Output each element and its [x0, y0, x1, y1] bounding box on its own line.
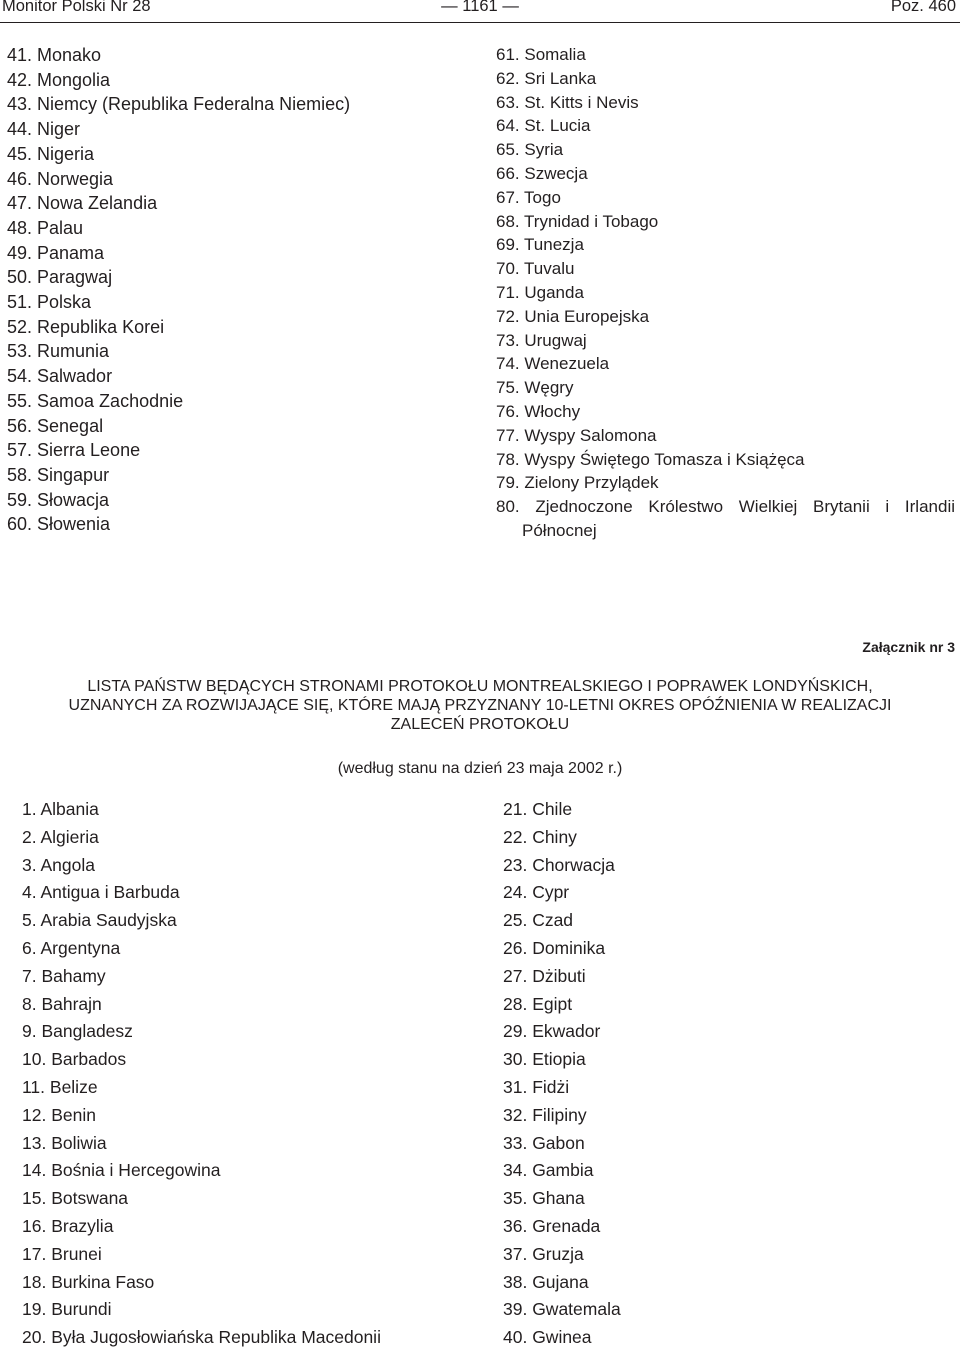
list-item: 42. Mongolia: [7, 69, 111, 90]
list-item: 30. Etiopia: [503, 1049, 586, 1070]
list-item: 53. Rumunia: [7, 341, 110, 362]
list-item: 52. Republika Korei: [7, 316, 165, 337]
list-item: 4. Antigua i Barbuda: [22, 882, 180, 903]
list-item: 79. Zielony Przylądek: [496, 473, 659, 493]
list-item: 6. Argentyna: [22, 937, 121, 958]
list-item: 78. Wyspy Świętego Tomasza i Książęca: [496, 449, 805, 469]
list-item: 36. Grenada: [503, 1215, 601, 1236]
list-item: 24. Cypr: [503, 882, 570, 903]
list-item: 76. Włochy: [496, 401, 581, 421]
list-item: 75. Węgry: [496, 378, 574, 398]
list-item: 11. Belize: [22, 1076, 98, 1097]
title-line: ZALECEŃ PROTOKOŁU: [390, 716, 570, 733]
list-item: 15. Botswana: [22, 1188, 129, 1209]
list-item: 31. Fidżi: [503, 1076, 570, 1097]
list-item: 2. Algieria: [22, 826, 99, 847]
list-item: 40. Gwinea: [503, 1327, 592, 1348]
list-item: 48. Palau: [7, 217, 84, 238]
list-item: 18. Burkina Faso: [22, 1271, 155, 1292]
list-item: 65. Syria: [496, 140, 564, 160]
list-item: 10. Barbados: [22, 1049, 127, 1070]
list-item: 64. St. Lucia: [496, 116, 591, 136]
list-item: 77. Wyspy Salomona: [496, 425, 657, 445]
list-item: 25. Czad: [503, 910, 574, 931]
list-item: 20. Była Jugosłowiańska Republika Macedonii: [22, 1327, 381, 1348]
list-item: 22. Chiny: [503, 826, 577, 847]
list-item: 23. Chorwacja: [503, 854, 615, 875]
list-item: 74. Wenezuela: [496, 354, 610, 374]
list-item: 63. St. Kitts i Nevis: [496, 92, 639, 112]
list-item: 69. Tunezja: [496, 235, 584, 255]
list-item: 8. Bahrajn: [22, 993, 102, 1014]
list-item: 12. Benin: [22, 1104, 96, 1125]
list-item: 72. Unia Europejska: [496, 306, 650, 326]
position-number: Poz. 460: [890, 0, 956, 15]
list-item: 71. Uganda: [496, 282, 584, 302]
list-item: 66. Szwecja: [496, 163, 588, 183]
list-item: 43. Niemcy (Republika Federalna Niemiec): [7, 94, 351, 115]
list-item: 39. Gwatemala: [503, 1299, 621, 1320]
list-item: 50. Paragwaj: [7, 267, 113, 288]
list-item: 34. Gambia: [503, 1160, 594, 1181]
list-item: 29. Ekwador: [503, 1021, 601, 1042]
annex-title: [0, 677, 960, 734]
list-item: 19. Burundi: [22, 1299, 112, 1320]
list-item: 55. Samoa Zachodnie: [7, 390, 184, 411]
list-item: 26. Dominika: [503, 937, 606, 958]
page-header: [0, 0, 960, 23]
list-item: 28. Egipt: [503, 993, 573, 1014]
list-item: 47. Nowa Zelandia: [7, 193, 158, 214]
annex-label: Załącznik nr 3: [862, 639, 955, 655]
publication-title: Monitor Polski Nr 28: [2, 0, 151, 15]
list-item: 44. Niger: [7, 119, 81, 140]
list-item: 16. Brazylia: [22, 1215, 114, 1236]
list-item: 61. Somalia: [496, 45, 586, 64]
list-item: 33. Gabon: [503, 1132, 585, 1153]
list-item: 5. Arabia Saudyjska: [22, 910, 177, 931]
list-item: 14. Bośnia i Hercegowina: [22, 1160, 221, 1181]
list-item: 13. Boliwia: [22, 1132, 107, 1153]
page-number: — 1161 —: [441, 0, 519, 15]
country-list-bottom-right: [503, 796, 621, 1352]
list-item: 17. Brunei: [22, 1243, 102, 1264]
list-item: 21. Chile: [503, 799, 573, 819]
list-item: 38. Gujana: [503, 1271, 589, 1292]
list-item: 54. Salwador: [7, 366, 113, 387]
list-item: 45. Nigeria: [7, 143, 95, 164]
list-item: 59. Słowacja: [7, 489, 110, 510]
list-item: 58. Singapur: [7, 464, 110, 485]
list-item: 67. Togo: [496, 187, 561, 207]
list-item: 27. Dżibuti: [503, 965, 586, 986]
list-item: 37. Gruzja: [503, 1243, 584, 1264]
list-item: 56. Senegal: [7, 415, 104, 436]
country-list-bottom-left: [22, 796, 381, 1352]
list-item: 57. Sierra Leone: [7, 440, 141, 461]
list-item: 35. Ghana: [503, 1188, 585, 1209]
list-item: 7. Bahamy: [22, 965, 106, 986]
country-list-top-right: [496, 43, 955, 543]
list-item: 51. Polska: [7, 292, 92, 313]
list-item: 68. Trynidad i Tobago: [496, 211, 659, 231]
list-item: 46. Norwegia: [7, 168, 114, 189]
list-item: 73. Urugwaj: [496, 330, 587, 350]
list-item: 41. Monako: [7, 45, 102, 65]
list-item: 62. Sri Lanka: [496, 68, 597, 88]
list-item: 3. Angola: [22, 854, 95, 875]
country-list-top-left: [7, 43, 350, 537]
list-item: 80. Zjednoczone Królestwo Wielkiej Brytanii i Irlandii Północnej: [496, 497, 955, 540]
list-item: 32. Filipiny: [503, 1104, 587, 1125]
list-item: 70. Tuvalu: [496, 259, 575, 279]
title-line: LISTA PAŃSTW BĘDĄCYCH STRONAMI PROTOKOŁU MONTREALSKIEGO I POPRAWEK LONDYŃSKICH,: [87, 678, 873, 695]
title-line: UZNANYCH ZA ROZWIJAJĄCE SIĘ, KTÓRE MAJĄ PRZYZNANY 10-LETNI OKRES OPÓŹNIENIA W REALIZACJI: [68, 697, 892, 714]
annex-subtitle: (według stanu na dzień 23 maja 2002 r.): [337, 760, 623, 777]
list-item: 9. Bangladesz: [22, 1021, 133, 1042]
list-item: 60. Słowenia: [7, 514, 111, 535]
list-item: 49. Panama: [7, 242, 105, 263]
list-item: 1. Albania: [22, 799, 99, 819]
